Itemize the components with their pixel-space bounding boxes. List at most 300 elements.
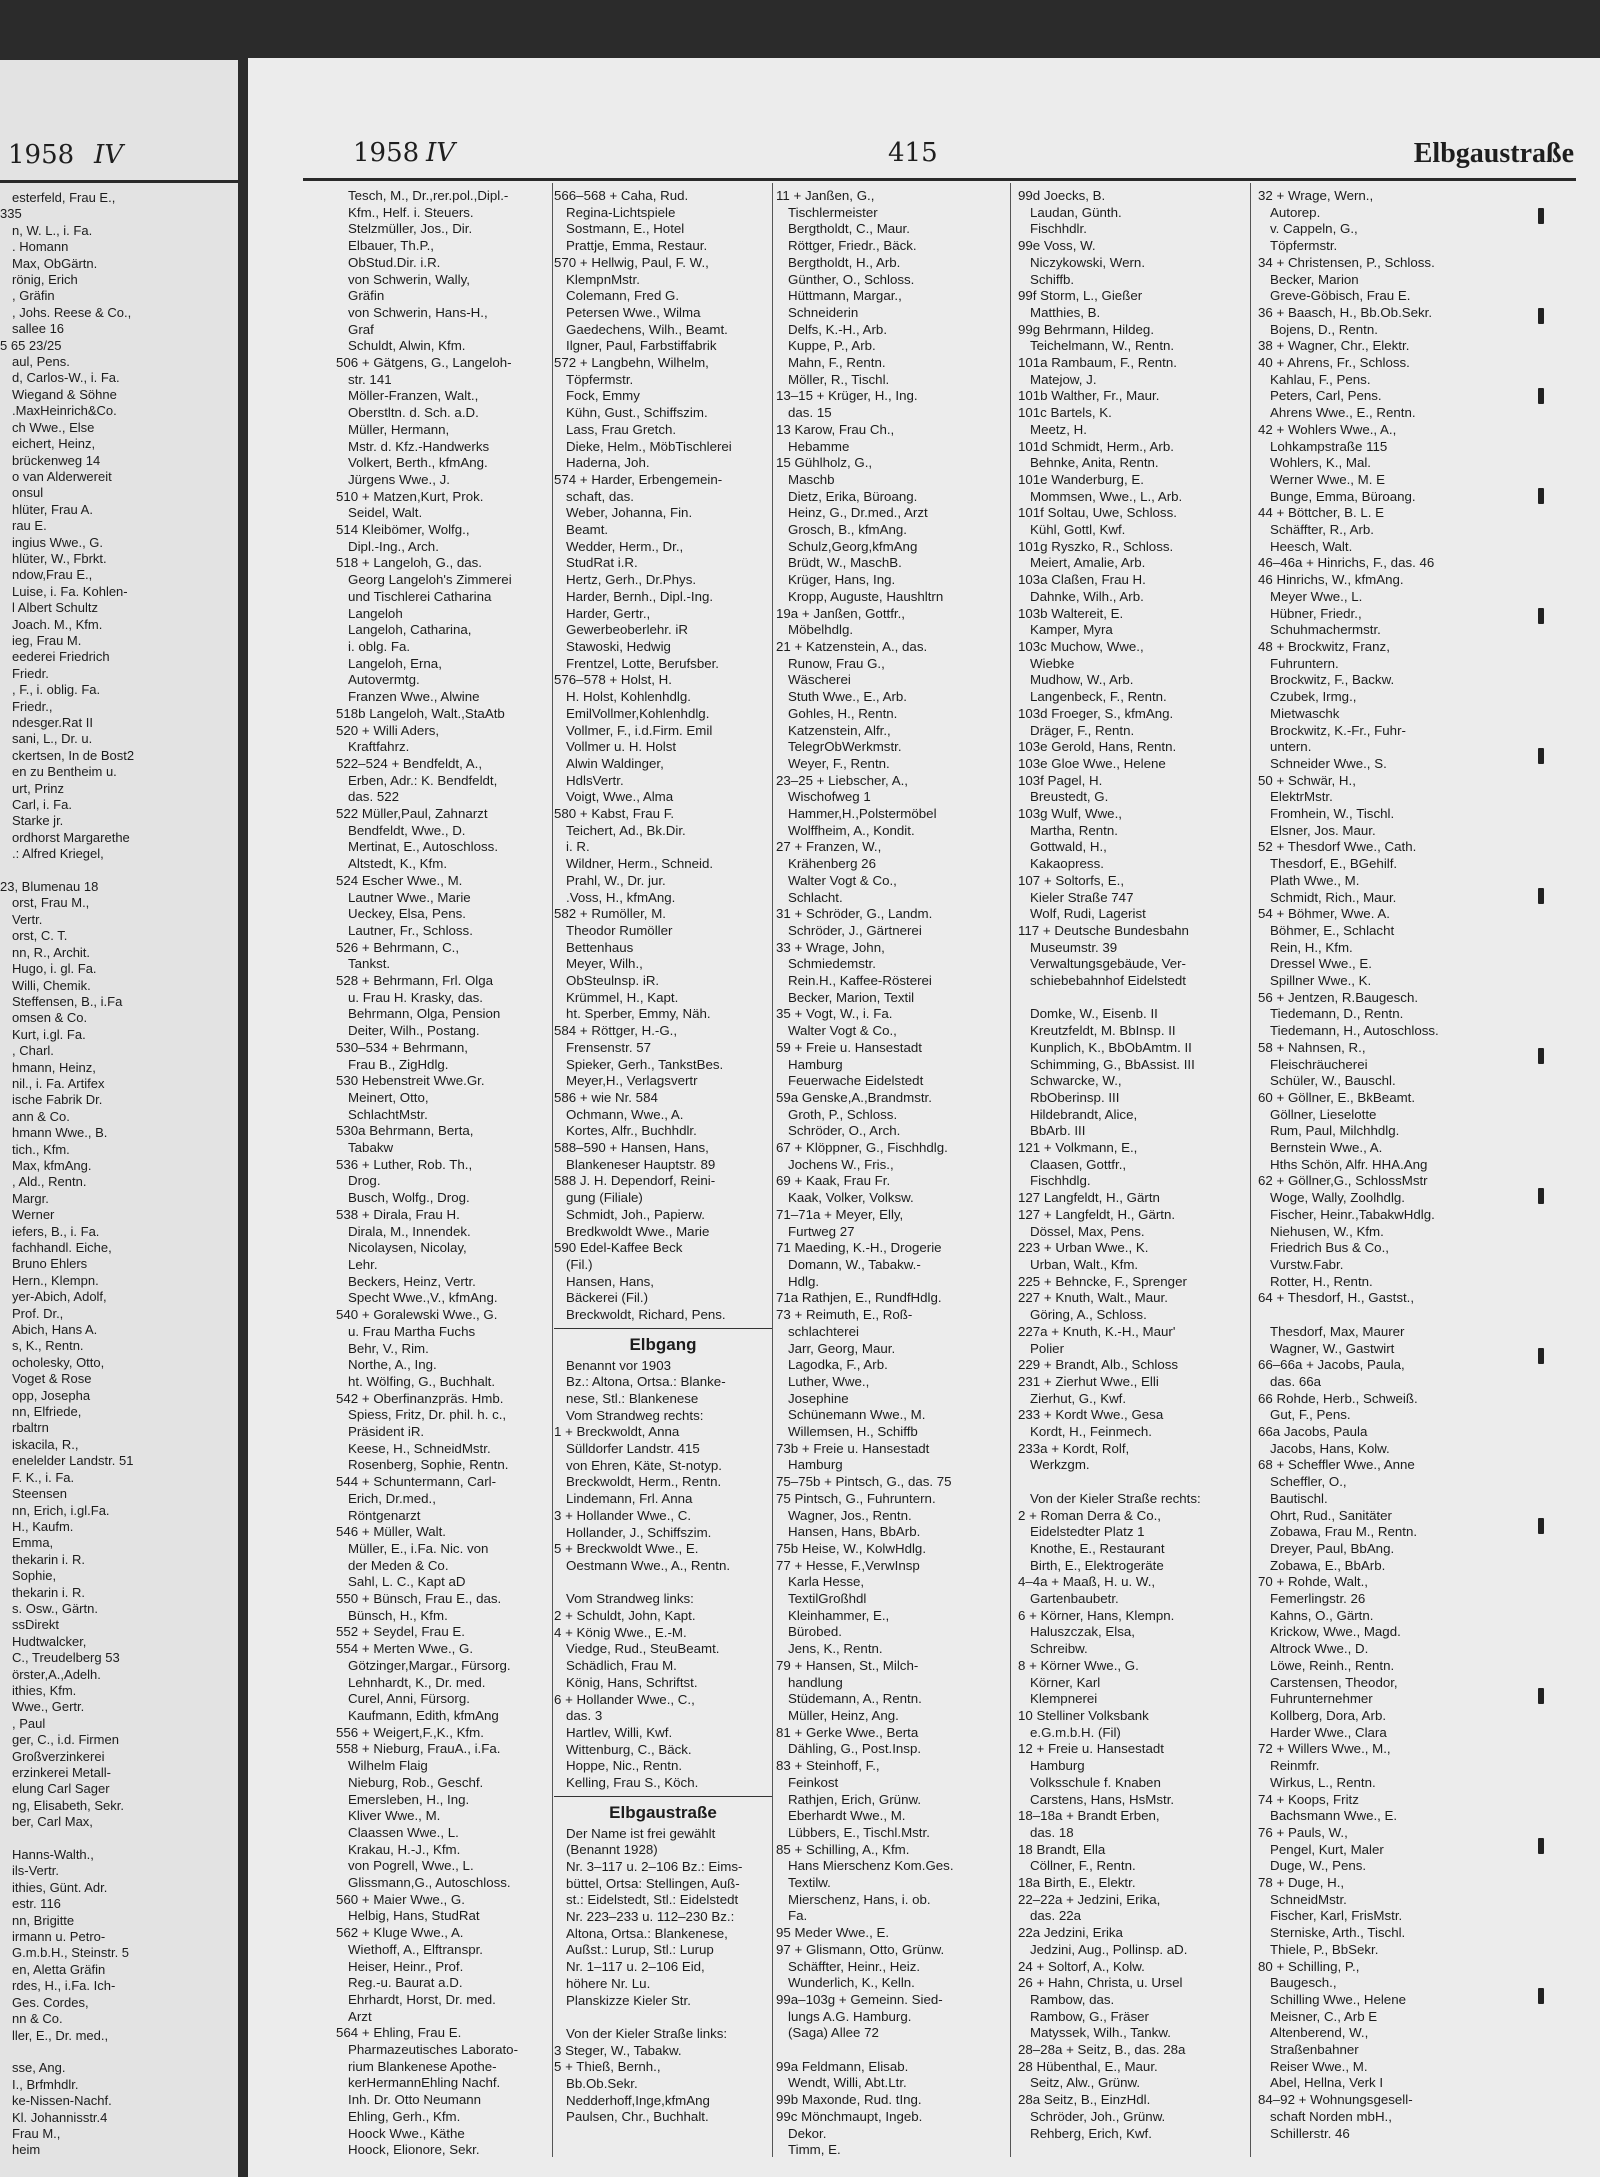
directory-entry: Lehr.: [348, 1257, 378, 1272]
section-rule: [554, 1328, 772, 1329]
directory-entry: Schäffter, Heinr., Heiz.: [788, 1958, 921, 1974]
directory-entry: ckertsen, In de Bost2: [12, 747, 135, 763]
directory-entry: Hanns-Walth.,: [12, 1847, 94, 1863]
margin-mark: [1538, 208, 1544, 224]
directory-entry: Hildebrandt, Alice,: [1030, 1106, 1138, 1122]
directory-entry: Werner: [12, 1207, 55, 1223]
directory-entry: hlüter, Frau A.: [12, 501, 93, 517]
directory-entry: Luther, Wwe.,: [788, 1373, 870, 1389]
directory-column-4: [1018, 188, 1236, 2157]
directory-entry: Altrock Wwe., D.: [1270, 1641, 1369, 1657]
directory-entry: Bruno Ehlers: [12, 1256, 88, 1272]
directory-entry: str. 141: [348, 371, 392, 387]
directory-entry: Oberstltn. d. Sch. a.D.: [348, 405, 479, 421]
directory-entry: Der Name ist frei gewählt: [566, 1825, 716, 1841]
directory-entry: 75b Heise, W., KolwHdlg.: [776, 1540, 927, 1556]
directory-entry: Becker, Marion, Textil: [788, 989, 915, 1005]
directory-entry: 562 + Kluge Wwe., A.: [336, 1925, 464, 1941]
directory-entry: untern.: [1270, 739, 1312, 755]
directory-entry: Kordt, H., Feinmech.: [1030, 1424, 1152, 1440]
directory-entry: Rein.H., Kaffee-Rösterei: [788, 973, 932, 989]
directory-entry: 590 Edel-Kaffee Beck: [554, 1240, 683, 1256]
directory-entry: Abel, Hellna, Verk I: [1270, 2075, 1384, 2091]
street-section-title: Elbgaustraße: [609, 1802, 717, 1822]
directory-entry: Krähenberg 26: [788, 856, 876, 872]
directory-entry: Heinz, G., Dr.med., Arzt: [788, 505, 928, 521]
directory-entry: Harder Wwe., Clara: [1270, 1724, 1387, 1740]
directory-entry: sani, L., Dr. u.: [12, 731, 93, 747]
directory-entry: Seidel, Walt.: [348, 505, 423, 521]
directory-entry: Sülldorfer Landstr. 415: [566, 1441, 700, 1457]
left-header-rule: [0, 180, 238, 183]
directory-entry: Kahns, O., Gärtn.: [1270, 1607, 1374, 1623]
directory-entry: Becker, Marion: [1270, 271, 1359, 287]
directory-entry: 59a Genske,A.,Brandmstr.: [776, 1089, 932, 1105]
directory-entry: [776, 2042, 994, 2059]
directory-entry: I., Brfmhdlr.: [12, 2076, 79, 2092]
directory-entry: Rein, H., Kfm.: [1270, 939, 1353, 955]
directory-entry: Furtweg 27: [788, 1223, 855, 1239]
directory-entry: Jacobs, Hans, Kolw.: [1270, 1440, 1390, 1456]
directory-entry: König, Hans, Schriftst.: [566, 1674, 698, 1690]
directory-entry: 586 + wie Nr. 584: [554, 1089, 658, 1105]
directory-entry: 233 + Kordt Wwe., Gesa: [1018, 1407, 1164, 1423]
directory-entry: Fischer, Karl, FrisMstr.: [1270, 1908, 1403, 1924]
directory-entry: Spieker, Gerh., TankstBes.: [566, 1056, 724, 1072]
directory-entry: Altenberend, W.,: [1270, 2025, 1369, 2041]
directory-entry: Fischhdlg.: [1030, 1173, 1091, 1189]
directory-entry: Martha, Rentn.: [1030, 822, 1118, 838]
directory-entry: Kelling, Frau S., Köch.: [566, 1775, 699, 1791]
directory-entry: Nr. 1–117 u. 2–106 Eid,: [566, 1959, 705, 1975]
directory-entry: ils-Vertr.: [12, 1863, 59, 1879]
directory-entry: Jochens W., Fris.,: [788, 1156, 894, 1172]
directory-entry: 554 + Merten Wwe., G.: [336, 1641, 474, 1657]
directory-entry: Cöllner, F., Rentn.: [1030, 1858, 1136, 1874]
directory-entry: Emersleben, H., Ing.: [348, 1791, 470, 1807]
directory-entry: RbOberinsp. III: [1030, 1089, 1120, 1105]
directory-entry: Rum, Paul, Milchhdlg.: [1270, 1123, 1400, 1139]
directory-entry: , Paul: [12, 1715, 46, 1731]
street-header-title: Elbgaustraße: [1413, 138, 1574, 169]
directory-entry: Kleinhammer, E.,: [788, 1607, 890, 1623]
directory-entry: Textilw.: [788, 1875, 831, 1891]
directory-entry: Bunge, Emma, Büroang.: [1270, 488, 1416, 504]
directory-entry: heim: [12, 2142, 41, 2157]
directory-entry: 36 + Baasch, H., Bb.Ob.Sekr.: [1258, 304, 1433, 320]
directory-entry: TelegrObWerkmstr.: [788, 739, 902, 755]
directory-entry: 6 + Körner, Hans, Klempn.: [1018, 1607, 1175, 1623]
directory-entry: Nr. 3–117 u. 2–106 Bz.: Eims-: [566, 1858, 743, 1874]
directory-entry: Nicolaysen, Nicolay,: [348, 1240, 467, 1256]
directory-entry: Klempnerei: [1030, 1691, 1098, 1707]
directory-entry: 576–578 + Holst, H.: [554, 672, 672, 688]
directory-entry: das. 18: [1030, 1824, 1074, 1840]
directory-entry: Timm, E.: [788, 2142, 841, 2157]
directory-entry: Ilgner, Paul, Farbstiffabrik: [566, 338, 717, 354]
directory-entry: brückenweg 14: [12, 452, 101, 468]
directory-entry: 18a Birth, E., Elektr.: [1018, 1875, 1136, 1891]
directory-entry: 560 + Maier Wwe., G.: [336, 1891, 465, 1907]
directory-entry: Brockwitz, K.-Fr., Fuhr-: [1270, 722, 1406, 738]
margin-mark: [1538, 608, 1544, 624]
directory-entry: Kieler Straße 747: [1030, 889, 1134, 905]
directory-entry: Wunderlich, K., Kelln.: [788, 1975, 915, 1991]
directory-entry: Wiethoff, A., Elftranspr.: [348, 1941, 484, 1957]
directory-entry: , F., i. oblig. Fa.: [12, 682, 101, 698]
directory-entry: ithies, Kfm.: [12, 1682, 77, 1698]
directory-entry: Vollmer u. H. Holst: [566, 739, 677, 755]
directory-entry: Hebamme: [788, 438, 850, 454]
directory-entry: Tabakw: [348, 1140, 394, 1156]
directory-entry: Feuerwache Eidelstedt: [788, 1073, 924, 1089]
directory-entry: Rehberg, Erich, Kwf.: [1030, 2125, 1152, 2141]
directory-entry: Regina-Lichtspiele: [566, 204, 676, 220]
directory-entry: Meyer, Wilh.,: [566, 956, 643, 972]
directory-entry: Delfs, K.-H., Arb.: [788, 321, 888, 337]
directory-entry: 101c Bartels, K.: [1018, 405, 1112, 421]
directory-entry: 81 + Gerke Wwe., Berta: [776, 1724, 919, 1740]
directory-entry: Thiele, P., BbSekr.: [1270, 1941, 1379, 1957]
directory-entry: 506 + Gätgens, G., Langeloh-: [336, 355, 512, 371]
directory-entry: en, Aletta Gräfin: [12, 1961, 106, 1977]
directory-entry: Claassen Wwe., L.: [348, 1824, 459, 1840]
directory-entry: Hammer,H.,Polstermöbel: [788, 806, 937, 822]
directory-entry: u. Frau H. Krasky, das.: [348, 989, 483, 1005]
directory-entry: 8 + Körner Wwe., G.: [1018, 1657, 1139, 1673]
directory-entry: 70 + Rohde, Walt.,: [1258, 1574, 1369, 1590]
directory-entry: von Schwerin, Hans-H.,: [348, 304, 488, 320]
directory-entry: Behrmann, Olga, Pension: [348, 1006, 501, 1022]
directory-entry: Domann, W., Tabakw.-: [788, 1257, 921, 1272]
directory-entry: Benannt vor 1903: [566, 1357, 671, 1373]
directory-entry: Max, kfmAng.: [12, 1157, 92, 1173]
directory-entry: (Saga) Allee 72: [788, 2025, 879, 2041]
directory-entry: 97 + Glismann, Otto, Grünw.: [776, 1941, 945, 1957]
directory-entry: ller, E., Dr. med.,: [12, 2027, 109, 2043]
directory-entry: opp, Josepha: [12, 1387, 91, 1403]
directory-entry: [554, 1575, 772, 1592]
directory-entry: Ochmann, Wwe., A.: [566, 1106, 684, 1122]
directory-entry: Behnke, Anita, Rentn.: [1030, 455, 1159, 471]
directory-entry: Fleischräucherei: [1270, 1056, 1368, 1072]
directory-entry: Beamt.: [566, 522, 609, 538]
directory-entry: 21 + Katzenstein, A., das.: [776, 638, 928, 654]
directory-entry: H. Holst, Kohlenhdlg.: [566, 689, 691, 705]
directory-entry: Weber, Johanna, Fin.: [566, 505, 693, 521]
directory-entry: 71–71a + Meyer, Elly,: [776, 1206, 904, 1222]
directory-entry: Hertz, Gerh., Dr.Phys.: [566, 572, 697, 588]
directory-entry: Dieke, Helm., MöbTischlerei: [566, 438, 732, 454]
directory-entry: en zu Bentheim u.: [12, 764, 117, 780]
directory-entry: 58 + Nahnsen, R.,: [1258, 1039, 1366, 1055]
directory-entry: d, Carlos-W., i. Fa.: [12, 370, 120, 386]
directory-entry: Bautischl.: [1270, 1490, 1328, 1506]
street-section-title: Elbgang: [629, 1334, 697, 1354]
directory-entry: 5 + Thieß, Bernh.,: [554, 2059, 661, 2075]
directory-entry: Petersen Wwe., Wilma: [566, 304, 701, 320]
directory-entry: Dirala, M., Innendek.: [348, 1223, 471, 1239]
directory-entry: Plath Wwe., M.: [1270, 872, 1360, 888]
directory-entry: Drog.: [348, 1173, 381, 1189]
directory-entry: 67 + Klöppner, G., Fischhdlg.: [776, 1140, 948, 1156]
directory-entry: ssDirekt: [12, 1617, 59, 1633]
header-rule: [303, 178, 1576, 181]
directory-column-2: [554, 188, 772, 2157]
directory-entry: Möller-Franzen, Walt.,: [348, 388, 479, 404]
directory-entry: Göllner, Lieselotte: [1270, 1106, 1377, 1122]
directory-entry: 27 + Franzen, W.,: [776, 839, 882, 855]
directory-entry: hmann, Heinz,: [12, 1059, 96, 1075]
directory-entry: Haderna, Joh.: [566, 455, 650, 471]
directory-entry: der Meden & Co.: [348, 1557, 449, 1573]
directory-entry: Hoock Wwe., Käthe: [348, 2125, 465, 2141]
directory-entry: 60 + Göllner, E., BkBeamt.: [1258, 1089, 1416, 1105]
directory-entry: Pengel, Kurt, Maler: [1270, 1841, 1384, 1857]
directory-entry: ithies, Günt. Adr.: [12, 1879, 108, 1895]
directory-entry: ndow,Frau E.,: [12, 567, 93, 583]
directory-entry: Baugesch.,: [1270, 1975, 1337, 1991]
directory-entry: Hdlg.: [788, 1273, 820, 1289]
directory-entry: Langeloh: [348, 605, 403, 621]
directory-entry: rbaltrn: [12, 1420, 49, 1436]
directory-entry: 582 + Rumöller, M.: [554, 906, 666, 922]
directory-entry: 518 + Langeloh, G., das.: [336, 555, 483, 571]
directory-entry: Inh. Dr. Otto Neumann: [348, 2092, 482, 2108]
directory-entry: Hansen, Hans, BbArb.: [788, 1524, 921, 1540]
directory-entry: Theodor Rumöller: [566, 922, 673, 938]
directory-entry: 99a Feldmann, Elisab.: [776, 2058, 909, 2074]
directory-entry: Schünemann Wwe., M.: [788, 1407, 926, 1423]
directory-entry: Groth, P., Schloss.: [788, 1106, 898, 1122]
directory-entry: Joach. M., Kfm.: [12, 616, 103, 632]
directory-entry: 103a Claßen, Frau H.: [1018, 572, 1146, 588]
directory-entry: Tischlermeister: [788, 204, 878, 220]
directory-entry: Wendt, Willi, Abt.Ltr.: [788, 2075, 907, 2091]
directory-entry: Niehusen, W., Kfm.: [1270, 1223, 1384, 1239]
directory-entry: 44 + Böttcher, B. L. E: [1258, 505, 1385, 521]
directory-entry: Fuhrunternehmer: [1270, 1691, 1373, 1707]
directory-entry: 64 + Thesdorf, H., Gastst.,: [1258, 1290, 1415, 1306]
margin-mark: [1538, 888, 1544, 904]
directory-entry: st.: Eidelstedt, Stl.: Eidelstedt: [566, 1892, 739, 1908]
directory-entry: Mudhow, W., Arb.: [1030, 672, 1134, 688]
directory-entry: 62 + Göllner,G., SchlossMstr: [1258, 1173, 1428, 1189]
left-page: [0, 60, 238, 2177]
directory-entry: Günther, O., Schloss.: [788, 271, 915, 287]
directory-entry: örster,A.,Adelh.: [12, 1666, 101, 1682]
directory-entry: Brüdt, W., MaschB.: [788, 555, 902, 571]
directory-entry: 95 Meder Wwe., E.: [776, 1925, 890, 1941]
page-volume: IV: [426, 138, 456, 168]
directory-entry: fachhandl. Eiche,: [12, 1240, 112, 1255]
directory-entry: 550 + Bünsch, Frau E., das.: [336, 1591, 502, 1607]
directory-entry: Niczykowski, Wern.: [1030, 254, 1146, 270]
directory-entry: ObSteulnsp. iR.: [566, 973, 660, 989]
directory-entry: von Pogrell, Wwe., L.: [348, 1858, 474, 1874]
directory-entry: Meiert, Amalie, Arb.: [1030, 555, 1146, 571]
directory-entry: Schröder, J., Gärtnerei: [788, 922, 922, 938]
directory-entry: C., Treudelberg 53: [12, 1650, 120, 1666]
directory-entry: 99f Storm, L., Gießer: [1018, 288, 1143, 304]
directory-entry: Dreyer, Paul, BbAng.: [1270, 1540, 1395, 1556]
directory-entry: Sahl, L. C., Kapt aD: [348, 1574, 466, 1590]
directory-entry: Altona, Ortsa.: Blankenese,: [566, 1925, 728, 1941]
directory-entry: enelelder Landstr. 51: [12, 1453, 134, 1469]
directory-entry: Kreutzfeldt, M. BbInsp. II: [1030, 1023, 1176, 1039]
directory-entry: 101b Walther, Fr., Maur.: [1018, 388, 1160, 404]
directory-entry: SchlachtMstr.: [348, 1106, 428, 1122]
directory-entry: Gut, F., Pens.: [1270, 1407, 1351, 1423]
directory-entry: ElektrMstr.: [1270, 789, 1333, 805]
directory-entry: Breckwoldt, Herm., Rentn.: [566, 1474, 722, 1490]
directory-entry: 103e Gerold, Hans, Rentn.: [1018, 739, 1177, 755]
directory-entry: Carstensen, Theodor,: [1270, 1674, 1398, 1690]
margin-mark: [1538, 308, 1544, 324]
directory-entry: 231 + Zierhut Wwe., Elli: [1018, 1373, 1159, 1389]
directory-entry: 12 + Freie u. Hansestadt: [1018, 1741, 1164, 1757]
directory-entry: Schröder, Joh., Grünw.: [1030, 2108, 1166, 2124]
directory-entry: 33 + Wrage, John,: [776, 939, 885, 955]
directory-entry: Fromhein, W., Tischl.: [1270, 806, 1395, 822]
directory-entry: 101g Ryszko, R., Schloss.: [1018, 538, 1174, 554]
directory-entry: schaft, das.: [566, 488, 634, 504]
directory-entry: Rathjen, Erich, Grünw.: [788, 1791, 922, 1807]
directory-entry: 225 + Behncke, F., Sprenger: [1018, 1273, 1187, 1289]
directory-entry: Schädlich, Frau M.: [566, 1658, 677, 1674]
directory-entry: Verwaltungsgebäude, Ver-: [1030, 956, 1186, 972]
directory-entry: Kurt, i.gl. Fa.: [12, 1026, 86, 1042]
directory-entry: thekarin i. R.: [12, 1584, 85, 1600]
directory-entry: KlempnMstr.: [566, 271, 640, 287]
directory-entry: 530–534 + Behrmann,: [336, 1039, 468, 1055]
directory-entry: Kunplich, K., BbObAmtm. II: [1030, 1039, 1192, 1055]
directory-entry: Gartenbaubetr.: [1030, 1591, 1119, 1607]
directory-entry: Tiedemann, D., Rentn.: [1270, 1006, 1404, 1022]
directory-entry: 103f Pagel, H.: [1018, 772, 1103, 788]
directory-entry: Von der Kieler Straße rechts:: [1030, 1490, 1201, 1506]
directory-entry: Hths Schön, Alfr. HHA.Ang: [1270, 1156, 1428, 1172]
directory-entry: Rosenberg, Sophie, Rentn.: [348, 1457, 509, 1473]
directory-entry: v. Cappeln, G.,: [1270, 221, 1358, 237]
directory-entry: Hoock, Elionore, Sekr.: [348, 2142, 480, 2157]
directory-entry: Präsident iR.: [348, 1424, 425, 1440]
directory-entry: 556 + Weigert,F.,K., Kfm.: [336, 1724, 484, 1740]
directory-entry: Katzenstein, Alfr.,: [788, 722, 891, 738]
directory-entry: G.m.b.H., Steinstr. 5: [12, 1945, 130, 1961]
directory-entry: Fuhruntern.: [1270, 655, 1339, 671]
directory-entry: Stawoski, Hedwig: [566, 638, 671, 654]
directory-entry: Fischhdlr.: [1030, 221, 1087, 237]
directory-entry: das. 522: [348, 789, 400, 805]
directory-entry: Czubek, Irmg.,: [1270, 689, 1357, 705]
directory-entry: Schulz,Georg,kfmAng: [788, 538, 918, 554]
directory-entry: Starke jr.: [12, 813, 64, 829]
directory-entry: Frau M.,: [12, 2125, 61, 2141]
margin-mark: [1538, 1348, 1544, 1364]
directory-entry: 72 + Willers Wwe., M.,: [1258, 1741, 1391, 1757]
directory-entry: 73 + Reimuth, E., Roß-: [776, 1307, 913, 1323]
directory-entry: Behr, V., Rim.: [348, 1340, 429, 1356]
directory-entry: 66 Rohde, Herb., Schweiß.: [1258, 1390, 1418, 1406]
directory-entry: Werkzgm.: [1030, 1457, 1090, 1473]
directory-entry: 558 + Nieburg, FrauA., i.Fa.: [336, 1741, 501, 1757]
directory-entry: Heiser, Heinr., Prof.: [348, 1958, 464, 1974]
directory-entry: Eidelstedter Platz 1: [1030, 1524, 1145, 1540]
directory-entry: Frau B., ZigHdlg.: [348, 1056, 449, 1072]
directory-entry: Hübner, Friedr.,: [1270, 605, 1362, 621]
directory-entry: 23, Blumenau 18: [0, 879, 99, 895]
directory-entry: Schmiedemstr.: [788, 956, 876, 972]
directory-entry: orst, C. T.: [12, 928, 68, 944]
directory-entry: 69 + Kaak, Frau Fr.: [776, 1173, 891, 1189]
directory-entry: Elsner, Jos. Maur.: [1270, 822, 1376, 838]
directory-entry: rium Blankenese Apothe-: [348, 2058, 497, 2074]
directory-entry: Peters, Carl, Pens.: [1270, 388, 1382, 404]
directory-entry: Straßenbahner: [1270, 2042, 1359, 2058]
directory-entry: Gräfin: [348, 288, 385, 304]
directory-entry: Domke, W., Eisenb. II: [1030, 1006, 1158, 1022]
directory-entry: Wilhelm Flaig: [348, 1758, 428, 1774]
directory-entry: Graf: [348, 321, 374, 337]
directory-entry: 536 + Luther, Rob. Th.,: [336, 1156, 473, 1172]
directory-entry: Sophie,: [12, 1568, 57, 1584]
directory-entry: Langeloh, Catharina,: [348, 622, 472, 638]
directory-entry: 75–75b + Pintsch, G., das. 75: [776, 1474, 952, 1490]
directory-entry: Schimming, G., BbAssist. III: [1030, 1056, 1195, 1072]
directory-column-3: [776, 188, 994, 2157]
directory-entry: Mstr. d. Kfz.-Handwerks: [348, 438, 490, 454]
directory-entry: Duge, W., Pens.: [1270, 1858, 1367, 1874]
directory-entry: , Johs. Reese & Co.,: [12, 304, 132, 320]
directory-entry: Arzt: [348, 2008, 372, 2024]
directory-entry: Schilling Wwe., Helene: [1270, 1991, 1406, 2007]
directory-entry: BbArb. III: [1030, 1123, 1086, 1139]
directory-entry: Kühn, Gust., Schiffszim.: [566, 405, 708, 421]
directory-entry: Zierhut, G., Kwf.: [1030, 1390, 1127, 1406]
directory-entry: iskacila, R.,: [12, 1436, 79, 1452]
directory-entry: Kortes, Alfr., Buchhdlr.: [566, 1123, 697, 1139]
directory-entry: von Schwerin, Wally,: [348, 271, 470, 287]
directory-entry: Specht Wwe.,V., kfmAng.: [348, 1290, 498, 1306]
directory-entry: onsul: [12, 485, 44, 501]
directory-entry: Kamper, Myra: [1030, 622, 1113, 638]
directory-entry: 117 + Deutsche Bundesbahn: [1018, 922, 1189, 938]
directory-entry: Voigt, Wwe., Alma: [566, 789, 674, 805]
directory-entry: Friedr.: [12, 665, 49, 681]
directory-entry: Töpfermstr.: [1270, 238, 1338, 254]
directory-entry: Schmidt, Rich., Maur.: [1270, 889, 1397, 905]
directory-entry: Erich, Dr.med.,: [348, 1490, 436, 1506]
directory-entry: Heesch, Walt.: [1270, 538, 1353, 554]
directory-entry: l Albert Schultz: [12, 600, 98, 616]
directory-entry: Götzinger,Margar., Fürsorg.: [348, 1657, 511, 1673]
directory-entry: Hugo, i. gl. Fa.: [12, 961, 97, 977]
directory-entry: 66a Jacobs, Paula: [1258, 1424, 1368, 1440]
directory-entry: Meinert, Otto,: [348, 1089, 429, 1105]
directory-entry: 40 + Ahrens, Fr., Schloss.: [1258, 355, 1410, 371]
directory-entry: Möbelhdlg.: [788, 622, 854, 638]
directory-entry: 75 Pintsch, G., Fuhruntern.: [776, 1490, 936, 1506]
directory-entry: 99c Mönchmaupt, Ingeb.: [776, 2108, 923, 2124]
directory-entry: und Tischlerei Catharina: [348, 588, 492, 604]
column-divider: [1010, 183, 1011, 2157]
directory-entry: 103d Froeger, S., kfmAng.: [1018, 705, 1174, 721]
directory-entry: 42 + Wohlers Wwe., A.,: [1258, 421, 1397, 437]
directory-entry: HdlsVertr.: [566, 772, 624, 788]
directory-entry: 588–590 + Hansen, Hans,: [554, 1140, 709, 1156]
directory-entry: Schüler, W., Bauschl.: [1270, 1073, 1396, 1089]
